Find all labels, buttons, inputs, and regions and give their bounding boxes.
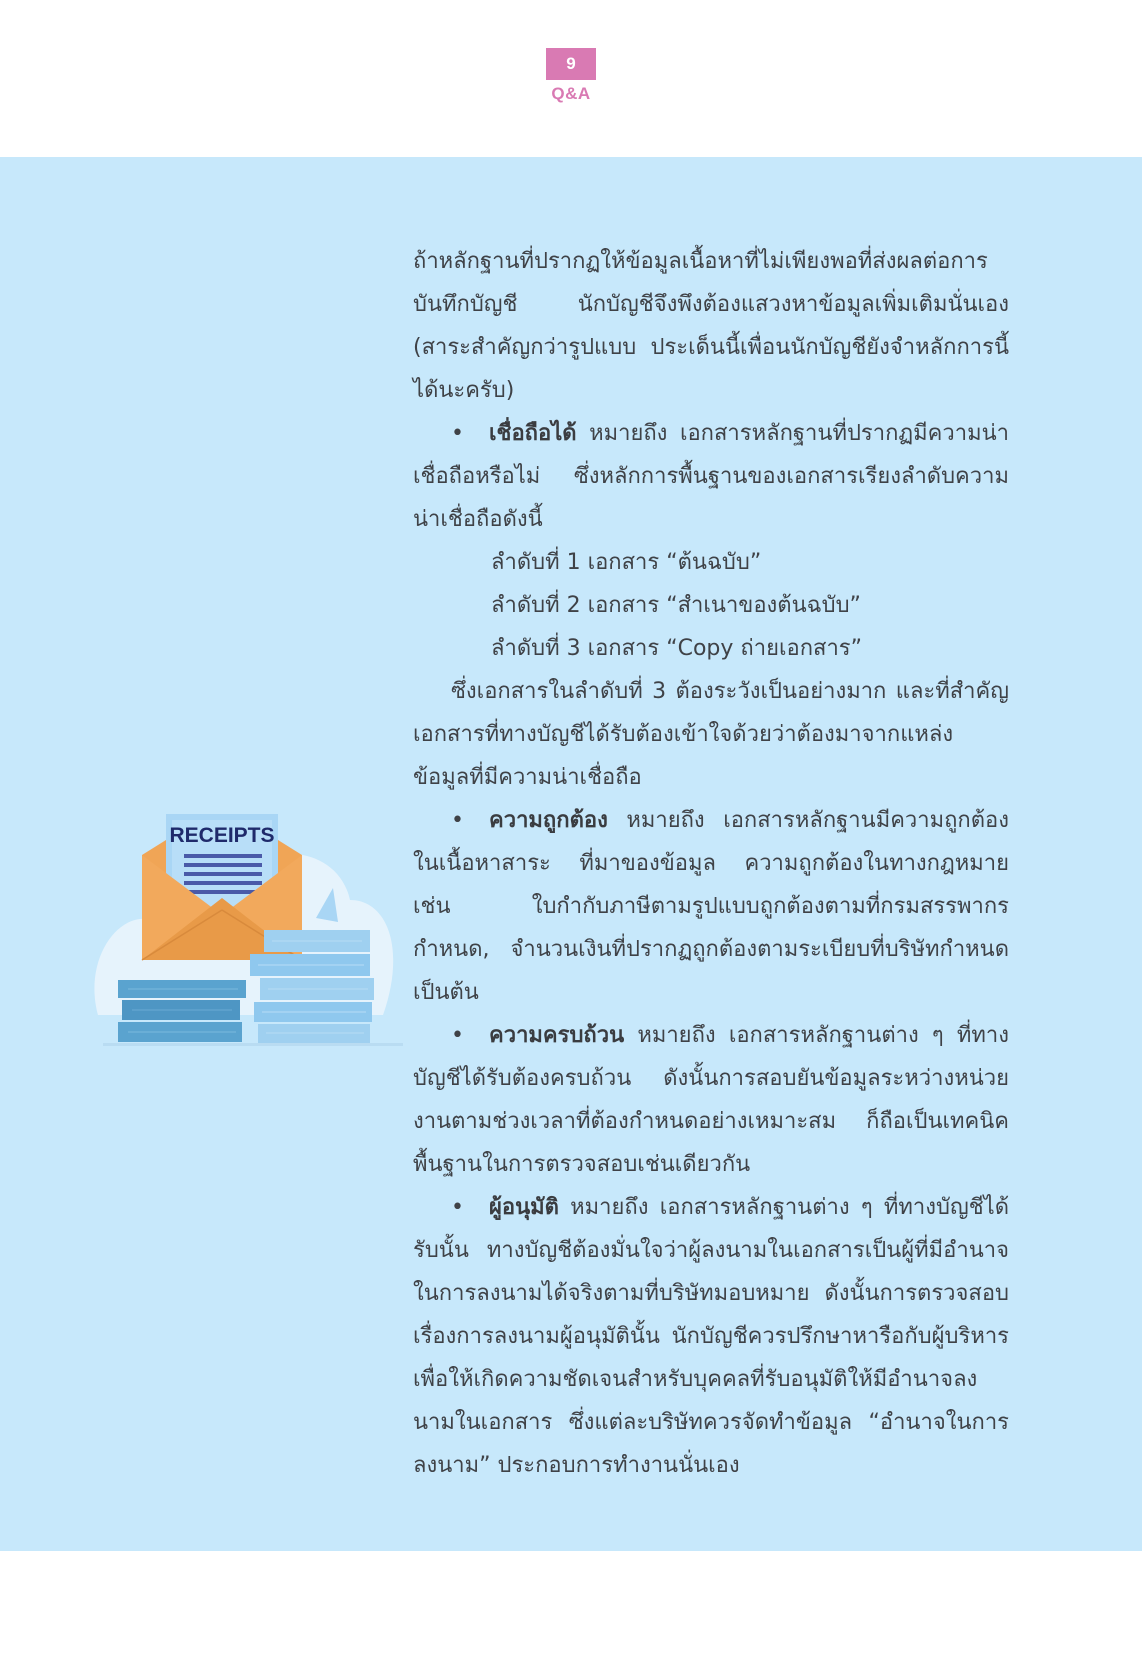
receipts-label: RECEIPTS: [169, 824, 275, 847]
bullet-term: ความครบถ้วน: [489, 1023, 625, 1048]
bullet-term: ผู้อนุมัติ: [489, 1195, 559, 1220]
rank-item: ลำดับที่ 2 เอกสาร “สำเนาของต้นฉบับ”: [491, 593, 861, 618]
page-number-badge: [546, 48, 596, 80]
bullet-text: หมายถึง เอกสารหลักฐานที่ปรากฏมีความน่าเชื่อถือหรือไม่ ซึ่งหลักการพื้นฐานของเอกสารเรียงลำดับความน่าเชื่อถือดังนี้: [413, 421, 1009, 532]
bullet-text: หมายถึง เอกสารหลักฐานต่าง ๆ ที่ทางบัญชีได้รับนั้น ทางบัญชีต้องมั่นใจว่าผู้ลงนามในเอกสารเป็นผู้ที่มีอำนาจในการลงนามได้จริงตามที่บริษัทมอบหมาย ดังนั้นการตรวจสอบเรื่องการลงนามผู้อนุมัตินั้น นักบัญชีควรปรึกษาหารือกับผู้บริหารเพื่อให้เกิดความชัดเจนสำหรับบุคคลที่รับอนุมัติให้มีอำนาจลงนามในเอกสาร ซึ่งแต่ละบริษัทควรจัดทำข้อมูล “อำนาจในการลงนาม” ประกอบการทำงานนั่นเอง: [413, 1195, 1009, 1478]
bullet-term: ความถูกต้อง: [489, 808, 608, 833]
bullet-text: หมายถึง เอกสารหลักฐานมีความถูกต้องในเนื้อหาสาระ ที่มาของข้อมูล ความถูกต้องในทางกฎหมาย เช่น ใบกำกับภาษีตามรูปแบบถูกต้องตามที่กรมสรรพากรกำหนด, จำนวนเงินที่ปรากฏถูกต้องตามระเบียบที่บริษัทกำหนด เป็นต้น: [413, 808, 1009, 1005]
bullet-dot: •: [451, 808, 464, 833]
body-text: [413, 240, 1009, 1487]
bullet-dot: •: [451, 421, 464, 446]
intro-paragraph: ถ้าหลักฐานที่ปรากฏให้ข้อมูลเนื้อหาที่ไม่เพียงพอที่ส่งผลต่อการบันทึกบัญชี นักบัญชีจึงพึงต้องแสวงหาข้อมูลเพิ่มเติมนั่นเอง (สาระสำคัญกว่ารูปแบบ ประเด็นนี้เพื่อนนักบัญชียังจำหลักการนี้ได้นะครับ): [413, 249, 1009, 403]
receipts-envelope-icon: [88, 800, 408, 1060]
bullet-completeness: [413, 1014, 1009, 1186]
bullet-term: เชื่อถือได้: [489, 421, 577, 446]
page-number: 9: [566, 54, 576, 73]
bullet-dot: •: [451, 1023, 464, 1048]
bullet-reliable: [413, 412, 1009, 541]
section-label: Q&A: [551, 84, 591, 103]
bullet-text: หมายถึง เอกสารหลักฐานต่าง ๆ ที่ทางบัญชีได้รับต้องครบถ้วน ดังนั้นการสอบยันข้อมูลระหว่างหน่วยงานตามช่วงเวลาที่ต้องกำหนดอย่างเหมาะสม ก็ถือเป็นเทคนิคพื้นฐานในการตรวจสอบเช่นเดียวกัน: [413, 1023, 1009, 1177]
bullet-approver: [413, 1186, 1009, 1487]
rank-item: ลำดับที่ 3 เอกสาร “Copy ถ่ายเอกสาร”: [491, 636, 863, 661]
bullet-dot: •: [451, 1195, 464, 1220]
bullet-accuracy: [413, 799, 1009, 1014]
rank-note-paragraph: ซึ่งเอกสารในลำดับที่ 3 ต้องระวังเป็นอย่างมาก และที่สำคัญเอกสารที่ทางบัญชีได้รับต้องเข้าใจด้วยว่าต้องมาจากแหล่งข้อมูลที่มีความน่าเชื่อถือ: [413, 679, 1009, 790]
rank-item: ลำดับที่ 1 เอกสาร “ต้นฉบับ”: [491, 550, 762, 575]
